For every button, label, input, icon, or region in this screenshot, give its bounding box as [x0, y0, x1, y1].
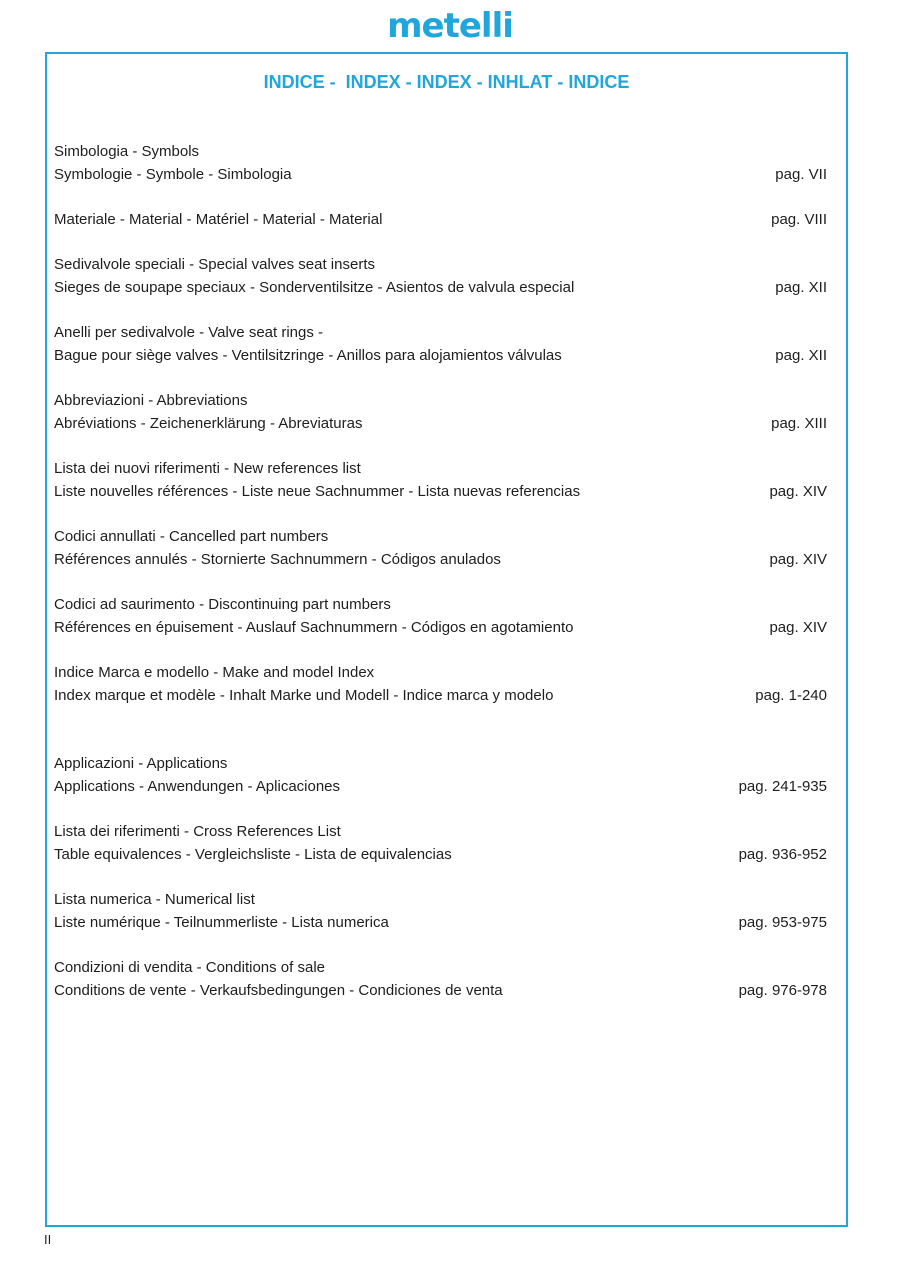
entry-line: Applications - Anwendungen - Aplicaciones — [54, 778, 341, 795]
index-entry-conditions-of-sale — [54, 956, 827, 1002]
entry-line: Anelli per sedivalvole - Valve seat rings - — [54, 324, 324, 341]
entry-page: pag. 936-952 — [738, 846, 827, 863]
entry-line: Conditions de vente - Verkaufsbedingungen - Condiciones de venta — [54, 982, 503, 999]
entry-line: Simbologia - Symbols — [54, 143, 200, 160]
entry-line: Abbreviazioni - Abbreviations — [54, 392, 248, 409]
entry-page: pag. XIV — [769, 551, 827, 568]
index-entry-applications — [54, 752, 827, 798]
entry-page: pag. 953-975 — [738, 914, 827, 931]
entry-line: Sedivalvole speciali - Special valves seat inserts — [54, 256, 375, 273]
entry-line: Codici ad saurimento - Discontinuing part numbers — [54, 596, 391, 613]
entry-page: pag. XII — [775, 347, 827, 364]
entry-line: Lista dei nuovi riferimenti - New references list — [54, 460, 361, 477]
entry-line: Références en épuisement - Auslauf Sachnummern - Códigos en agotamiento — [54, 619, 574, 636]
index-entry-cancelled-part-numbers — [54, 525, 827, 571]
index-entry-new-references — [54, 457, 827, 503]
brand-logo: metelli — [387, 6, 513, 46]
entry-line: Sieges de soupape speciaux - Sonderventilsitze - Asientos de valvula especial — [54, 279, 575, 296]
entry-page: pag. XIV — [769, 619, 827, 636]
index-entry-symbols — [54, 140, 827, 186]
index-entry-discontinuing-part-numbers — [54, 593, 827, 639]
entry-page: pag. VIII — [771, 211, 827, 228]
entry-line: Bague pour siège valves - Ventilsitzringe - Anillos para alojamientos válvulas — [54, 347, 562, 364]
entry-line: Materiale - Material - Matériel - Material - Material — [54, 211, 383, 228]
entry-line: Index marque et modèle - Inhalt Marke und Modell - Indice marca y modelo — [54, 687, 554, 704]
entry-line: Indice Marca e modello - Make and model Index — [54, 664, 375, 681]
entry-line: Liste numérique - Teilnummerliste - Lista numerica — [54, 914, 389, 931]
entry-line: Table equivalences - Vergleichsliste - Lista de equivalencias — [54, 846, 452, 863]
entry-line: Applicazioni - Applications — [54, 755, 228, 772]
entry-line: Abréviations - Zeichenerklärung - Abreviaturas — [54, 415, 363, 432]
entry-page: pag. XIII — [771, 415, 827, 432]
index-entry-cross-references — [54, 820, 827, 866]
index-title: INDICE - INDEX - INDEX - INHLAT - INDICE — [263, 72, 630, 92]
entry-line: Lista dei riferimenti - Cross References List — [54, 823, 341, 840]
entry-page: pag. 241-935 — [738, 778, 827, 795]
entry-page: pag. 1-240 — [755, 687, 827, 704]
index-entry-material — [54, 208, 827, 231]
index-entry-abbreviations — [54, 389, 827, 435]
index-entry-make-model-index — [54, 661, 827, 707]
index-frame — [45, 52, 848, 1227]
page-number: II — [44, 1232, 52, 1247]
index-entry-special-seat-inserts — [54, 253, 827, 299]
entry-line: Lista numerica - Numerical list — [54, 891, 255, 908]
entry-line: Condizioni di vendita - Conditions of sale — [54, 959, 325, 976]
entry-page: pag. VII — [775, 166, 827, 183]
entry-page: pag. XII — [775, 279, 827, 296]
entry-line: Liste nouvelles références - Liste neue Sachnummer - Lista nuevas referencias — [54, 483, 581, 500]
entry-page: pag. 976-978 — [738, 982, 827, 999]
index-entry-numerical-list — [54, 888, 827, 934]
index-entry-valve-seat-rings — [54, 321, 827, 367]
entry-line: Codici annullati - Cancelled part numbers — [54, 528, 329, 545]
entry-line: Références annulés - Stornierte Sachnummern - Códigos anulados — [54, 551, 501, 568]
entry-line: Symbologie - Symbole - Simbologia — [54, 166, 292, 183]
entry-page: pag. XIV — [769, 483, 827, 500]
